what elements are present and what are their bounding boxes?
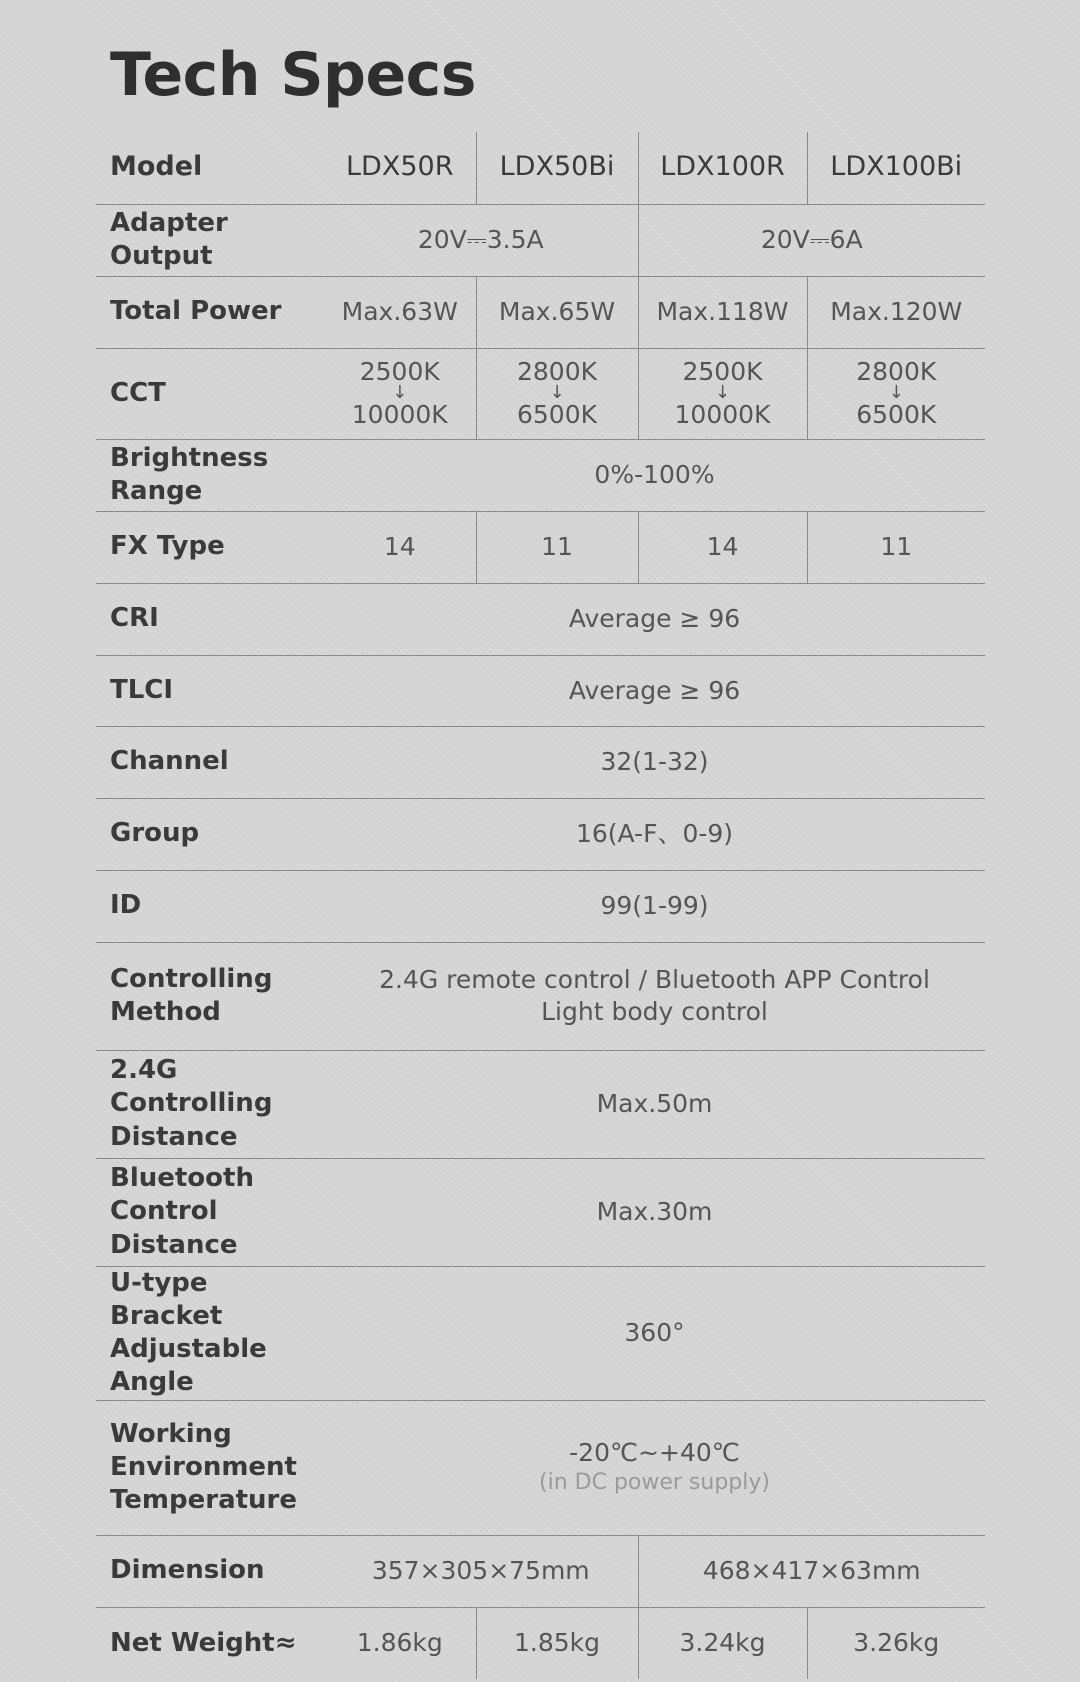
label-total-power: Total Power [96,276,324,348]
row-brightness [96,439,985,511]
temperature-range: -20℃~+40℃ [569,1438,740,1468]
label-adapter-output: Adapter Output [96,204,324,276]
label-line-2: Control Distance [110,1196,238,1260]
specs-table [96,132,985,1679]
label-group: Group [96,798,324,870]
channel-value: 32(1-32) [324,726,985,798]
label-cri: CRI [96,583,324,655]
weight-1: 1.86kg [356,1628,443,1658]
label-line-1: Controlling [110,963,273,994]
row-model [96,132,985,204]
cct-3-to: 10000K [674,399,771,429]
label-net-weight: Net Weight≈ [110,1627,297,1658]
label-bluetooth-distance [96,1158,324,1266]
model-ldx100bi: LDX100Bi [807,132,985,204]
arrow-down-icon: ↓ [714,382,731,404]
fx-2: 11 [476,511,638,583]
adapter-100: 20V⎓6A [638,204,985,276]
row-channel [96,726,985,798]
label-bracket-angle [96,1266,324,1400]
label-tlci: TLCI [96,655,324,726]
working-temperature-value [324,1400,985,1535]
cct-3-from: 2500K [682,357,763,387]
row-bluetooth-distance [96,1158,985,1266]
label-line-2: Method [110,997,221,1027]
fx-3: 14 [638,511,807,583]
label-controlling-method [96,942,324,1050]
cct-2-to: 6500K [516,399,598,429]
power-3: Max.118W [638,276,807,348]
label-cct: CCT [96,348,324,439]
label-working-temperature [96,1400,324,1535]
arrow-down-icon: ↓ [392,382,408,404]
cri-value: Average ≥ 96 [324,583,985,655]
dimension-100: 468×417×63mm [638,1535,985,1607]
cct-1-to: 10000K [351,399,448,429]
label-line-2: Distance [110,1121,238,1152]
label-24g-distance [96,1050,324,1158]
power-2: Max.65W [476,276,638,348]
adapter-50: 20V⎓3.5A [324,204,638,276]
label-line-2: Adjustable Angle [110,1334,267,1398]
bracket-angle-value: 360° [324,1266,985,1400]
weight-3: 3.24kg [638,1607,807,1679]
weight-4: 3.26kg [807,1607,985,1679]
id-value: 99(1-99) [324,870,985,942]
label-id: ID [96,870,324,942]
dimension-50: 357×305×75mm [324,1535,638,1607]
label-fx-type: FX Type [96,511,324,583]
cct-2-from: 2800K [516,357,598,387]
label-line-1: U-type Bracket [110,1267,223,1331]
24g-distance-value: Max.50m [324,1050,985,1158]
arrow-down-icon: ↓ [888,382,904,404]
row-group [96,798,985,870]
model-ldx50bi: LDX50Bi [476,132,638,204]
label-line-2: Environment [110,1451,297,1482]
cct-2 [476,348,638,439]
fx-1: 14 [324,511,476,583]
model-ldx100r: LDX100R [638,132,807,204]
fx-4: 11 [807,511,985,583]
temperature-note: (in DC power supply) [539,1470,770,1496]
cct-1 [324,348,476,439]
row-total-power [96,276,985,348]
row-cct [96,348,985,439]
brightness-value: 0%-100% [324,439,985,511]
power-1: Max.63W [324,276,476,348]
row-cri [96,583,985,655]
weight-2: 1.85kg [476,1607,638,1679]
model-ldx50r: LDX50R [324,132,476,204]
control-line-2: Light body control [541,997,768,1026]
controlling-method-value [324,942,985,1050]
label-brightness: Brightness Range [96,439,324,511]
row-id [96,870,985,942]
row-controlling-method [96,942,985,1050]
row-net-weight [96,1607,985,1679]
label-line-3: Temperature [110,1485,298,1516]
row-tlci [96,655,985,726]
label-line-1: Working [110,1418,232,1449]
control-line-1: 2.4G remote control / Bluetooth APP Control [379,965,930,994]
cct-1-from: 2500K [359,357,440,387]
label-line-1: Bluetooth [110,1163,254,1194]
label-dimension: Dimension [96,1535,324,1607]
cct-4-to: 6500K [856,399,937,429]
label-model: Model [96,132,324,204]
row-working-temperature [96,1400,985,1535]
tlci-value: Average ≥ 96 [324,655,985,726]
label-line-1: 2.4G Controlling [110,1055,273,1119]
cct-3 [638,348,807,439]
group-value: 16(A-F、0-9) [324,798,985,870]
label-channel: Channel [96,726,324,798]
row-fx-type [96,511,985,583]
row-adapter-output [96,204,985,276]
page-title: Tech Specs [110,40,476,110]
row-dimension [96,1535,985,1607]
row-bracket-angle [96,1266,985,1400]
row-24g-distance [96,1050,985,1158]
bluetooth-distance-value: Max.30m [324,1158,985,1266]
power-4: Max.120W [807,276,985,348]
arrow-down-icon: ↓ [549,382,565,404]
cct-4 [807,348,985,439]
cct-4-from: 2800K [856,357,937,387]
